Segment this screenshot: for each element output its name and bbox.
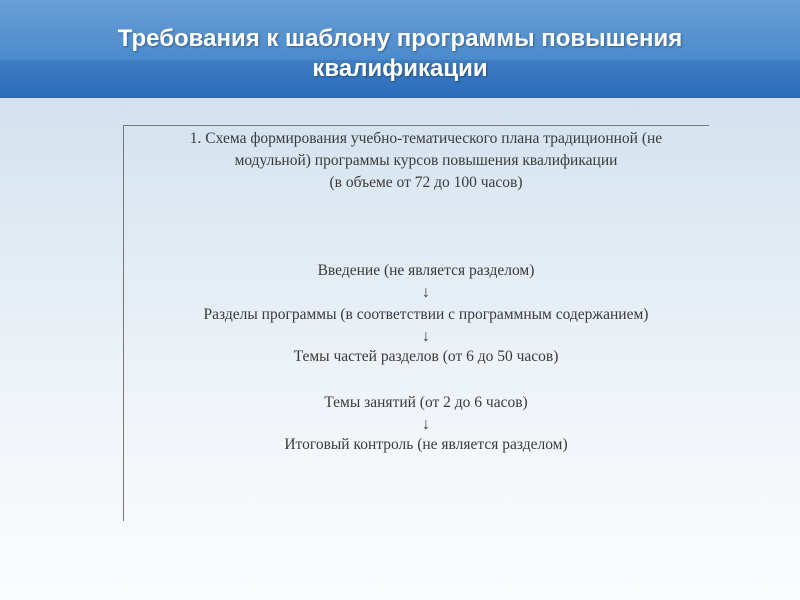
document-heading-line-2: модульной) программы курсов повышения квалификации	[234, 152, 618, 169]
document-heading-line-3: (в объеме от 72 до 100 часов)	[329, 174, 523, 191]
slide-header	[0, 0, 800, 98]
scheme-item-sections: Разделы программы (в соответствии с программным содержанием)	[203, 306, 649, 323]
slide-title-line-2: квалификации	[312, 55, 488, 82]
down-arrow-icon: ↓	[422, 328, 430, 345]
scheme-item-section-topics: Темы частей разделов (от 6 до 50 часов)	[293, 348, 559, 365]
scheme-item-lesson-topics: Темы занятий (от 2 до 6 часов)	[324, 394, 528, 411]
document-heading	[120, 128, 732, 194]
slide-title	[0, 24, 800, 84]
scheme-item-final-control: Итоговый контроль (не является разделом)	[284, 436, 568, 453]
document-heading-line-1: 1. Схема формирования учебно-тематического плана традиционной (не	[189, 130, 663, 147]
slide-title-line-1: Требования к шаблону программы повышения	[117, 25, 683, 52]
document-content	[120, 128, 732, 453]
down-arrow-icon: ↓	[422, 284, 430, 301]
scheme-item-intro: Введение (не является разделом)	[317, 262, 535, 279]
down-arrow-icon: ↓	[422, 416, 430, 433]
